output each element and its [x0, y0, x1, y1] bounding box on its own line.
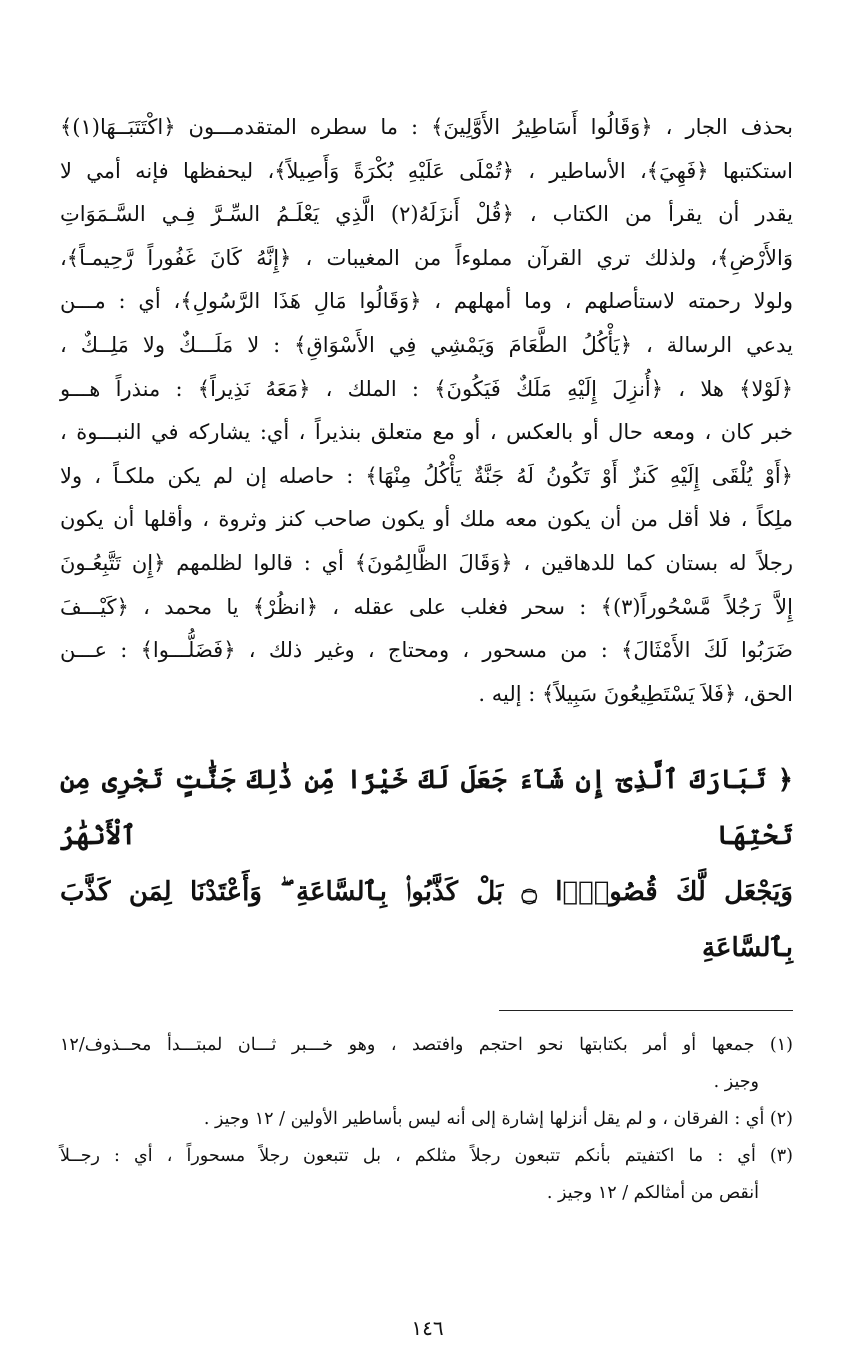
verse-line: وَيَجْعَل لَّكَ قُصُورًۢا ۝ بَلْ كَذَّبُوا۟ بِٱلسَّاعَةِ ۖ وَأَعْتَدْنَا لِمَن كَذَّبَ بِٱلسَّاعَةِ [60, 877, 793, 964]
footnote-line: (٢) أي : الفرقان ، و لم يقل أنزلها إشارة إلى أنه ليس بأساطير الأولين / ١٢ وجيز . [203, 1109, 793, 1130]
commentary-line: ﴿أَوْ يُلْقَى إِلَيْهِ كَنزٌ أَوْ تَكُونُ لَهُ جَنَّةٌ يَأْكُلُ مِنْهَا﴾ : حاصله إن لم يكن ملكـاً ، ولا [60, 463, 793, 488]
commentary-line: ﴿لَوْلا﴾ هلا ، ﴿أُنزِلَ إِلَيْهِ مَلَكٌ فَيَكُونَ﴾ : الملك ، ﴿مَعَهُ نَذِيراً﴾ : منذراً هـــو [60, 376, 793, 401]
commentary-line: استكتبها ﴿فَهِيَ﴾، الأساطير ، ﴿تُمْلَى عَلَيْهِ بُكْرَةً وَأَصِيلاً﴾، ليحفظها فإنه أمي لا [60, 158, 793, 183]
commentary-line: بحذف الجار ، ﴿وَقَالُوا أَسَاطِيرُ الأَوَّلِينَ﴾ : ما سطره المتقدمـــون ﴿اكْتَتَبَــهَا(١)﴾ [60, 115, 793, 139]
footnote-3 [60, 1138, 793, 1212]
footnote-line: وجيز . [713, 1072, 759, 1093]
footnote-2 [60, 1101, 793, 1138]
footnote-divider [499, 1010, 793, 1011]
footnote-line: (٣) أي : ما اكتفيتم بأنكم تتبعون رجلاً مثلكم ، بل تتبعون رجلاً مسحوراً ، أي : رجــلاً [60, 1146, 793, 1167]
footnote-1 [60, 1027, 793, 1101]
commentary-line: رجلاً له بستان كما للدهاقين ، ﴿وَقَالَ الظَّالِمُونَ﴾ أي : قالوا لظلمهم ﴿إِن تَتَّبِعُـونَ [60, 550, 793, 575]
footnote-line: (١) جمعها أو أمر بكتابتها نحو احتجم وافتصد ، وهو خـــبر ثـــان لمبتـــدأ محــذوف/١٢ [60, 1035, 793, 1056]
commentary-line: ملِكاً ، فلا أقل من أن يكون معه ملك أو يكون صاحب كنز وثروة ، وأقلها أن يكون [60, 507, 793, 532]
verse-line: ﴿ تَبَارَكَ ٱلَّذِىٓ إِن شَآءَ جَعَلَ لَكَ خَيْرًا مِّن ذَٰلِكَ جَنَّٰتٍ تَجْرِى مِن تَحْتِهَا ٱلْأَنْهَٰرُ [60, 765, 793, 852]
commentary-line: يقدر أن يقرأ من الكتاب ، ﴿قُلْ أَنزَلَهُ(٢) الَّذِي يَعْلَـمُ السِّـرَّ فِـي السَّـمَوَاتِ [60, 202, 793, 227]
footnote-line: أنقص من أمثالكم / ١٢ وجيز . [546, 1183, 759, 1204]
commentary-line: إِلاَّ رَجُلاً مَّسْحُوراً(٣)﴾ : سحر فغلب على عقله ، ﴿انظُرْ﴾ يا محمد ، ﴿كَيْـــفَ [60, 594, 793, 619]
commentary-line: ولولا رحمته لاستأصلهم ، وما أمهلهم ، ﴿وَقَالُوا مَالِ هَذَا الرَّسُولِ﴾، أي : مـــن [60, 289, 793, 314]
commentary-line: خبر كان ، ومعه حال أو بالعكس ، أو مع متعلق بنذيراً ، أي: يشاركه في النبـــوة ، [60, 420, 793, 445]
commentary-line: الحق، ﴿فَلاَ يَسْتَطِيعُونَ سَبِيلاً﴾ : إليه . [478, 681, 793, 706]
commentary-line: يدعي الرسالة ، ﴿يَأْكُلُ الطَّعَامَ وَيَمْشِي فِي الأَسْوَاقِ﴾ : لا مَلَـــكٌ ولا مَلِــكٌ ، [60, 332, 793, 357]
page-number: ١٤٦ [411, 1316, 444, 1340]
commentary-text [60, 106, 793, 716]
footnotes [60, 1027, 793, 1212]
quran-verse-block [60, 752, 793, 976]
commentary-line: وَالأَرْضِ﴾، ولذلك تري القرآن مملوءاً من المغيبات ، ﴿إِنَّهُ كَانَ غَفُوراً رَّحِيمـاً﴾، [60, 245, 793, 270]
commentary-line: ضَرَبُوا لَكَ الأَمْثَالَ﴾ : من مسحور ، ومحتاج ، وغير ذلك ، ﴿فَضَلُّـــوا﴾ : عـــن [60, 638, 793, 663]
